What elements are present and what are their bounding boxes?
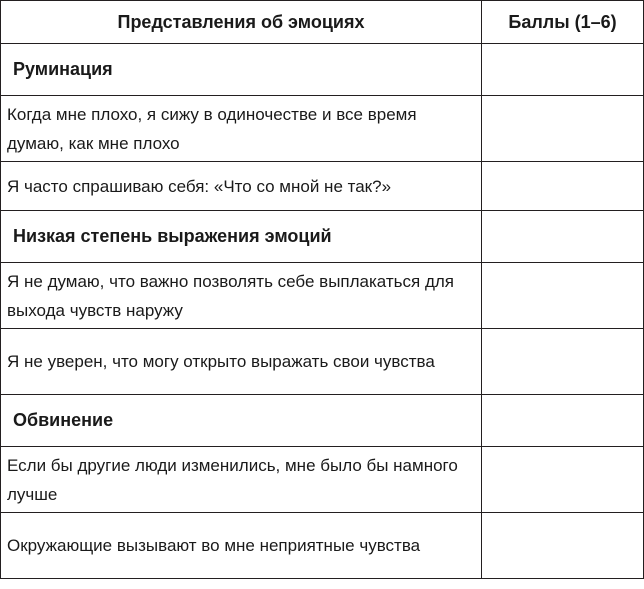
- score-cell[interactable]: [482, 447, 644, 513]
- statement-text: Окружающие вызывают во мне неприятные чувства: [1, 513, 482, 579]
- table-row: [1, 513, 644, 579]
- table-row: [1, 447, 644, 513]
- table-row: [1, 329, 644, 395]
- score-cell[interactable]: [482, 513, 644, 579]
- score-cell[interactable]: [482, 211, 644, 263]
- section-title: Руминация: [1, 44, 482, 96]
- section-title: Низкая степень выражения эмоций: [1, 211, 482, 263]
- table-row: [1, 162, 644, 211]
- score-cell[interactable]: [482, 395, 644, 447]
- header-score: Баллы (1–6): [482, 1, 644, 44]
- score-cell[interactable]: [482, 263, 644, 329]
- table-row: [1, 96, 644, 162]
- statement-text: Если бы другие люди изменились, мне было бы намного лучше: [1, 447, 482, 513]
- section-row-blame: [1, 395, 644, 447]
- table-row: [1, 263, 644, 329]
- score-cell[interactable]: [482, 96, 644, 162]
- score-cell[interactable]: [482, 162, 644, 211]
- header-beliefs: Представления об эмоциях: [1, 1, 482, 44]
- score-cell[interactable]: [482, 329, 644, 395]
- statement-text: Я не уверен, что могу открыто выражать свои чувства: [1, 329, 482, 395]
- statement-text: Я не думаю, что важно позволять себе выплакаться для выхода чувств наружу: [1, 263, 482, 329]
- score-cell[interactable]: [482, 44, 644, 96]
- statement-text: Когда мне плохо, я сижу в одиночестве и все время думаю, как мне плохо: [1, 96, 482, 162]
- section-row-rumination: [1, 44, 644, 96]
- section-title: Обвинение: [1, 395, 482, 447]
- statement-text: Я часто спрашиваю себя: «Что со мной не так?»: [1, 162, 482, 211]
- header-row: [1, 1, 644, 44]
- section-row-low-expression: [1, 211, 644, 263]
